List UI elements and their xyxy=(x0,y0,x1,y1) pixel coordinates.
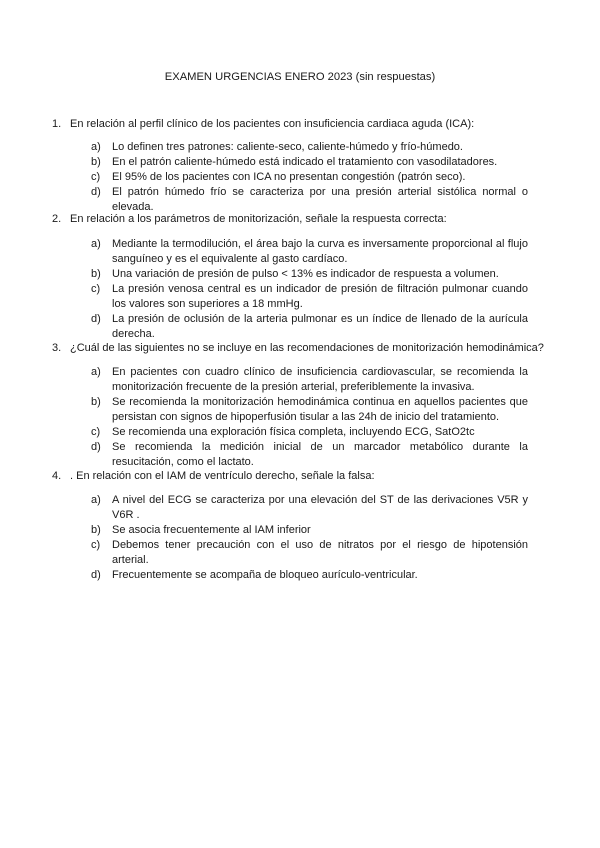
option-text: El 95% de los pacientes con ICA no presentan congestión (patrón seco). xyxy=(112,171,466,183)
option-text: Una variación de presión de pulso < 13% es indicador de respuesta a volumen. xyxy=(112,268,499,280)
option-a xyxy=(91,493,528,523)
option-d xyxy=(91,185,528,215)
question-number: 4. xyxy=(52,470,62,482)
options-list xyxy=(91,237,528,342)
options-list xyxy=(91,365,528,470)
question-text: En relación a los parámetros de monitorización, señale la respuesta correcta: xyxy=(70,213,447,225)
option-text: Frecuentemente se acompaña de bloqueo aurículo-ventricular. xyxy=(112,569,418,581)
option-c xyxy=(91,282,528,312)
option-letter: a) xyxy=(91,494,101,506)
options-list xyxy=(91,140,528,215)
question-text: . En relación con el IAM de ventrículo derecho, señale la falsa: xyxy=(70,470,375,482)
option-d xyxy=(91,568,528,583)
option-letter: a) xyxy=(91,141,101,153)
option-letter: c) xyxy=(91,426,101,438)
option-letter: d) xyxy=(91,186,101,198)
question-text: ¿Cuál de las siguientes no se incluye en las recomendaciones de monitorización hemodinámica? xyxy=(70,342,544,354)
option-text: En pacientes con cuadro clínico de insuficiencia cardiovascular, se recomienda la monitorización frecuente de la presión arterial, preferiblemente la invasiva. xyxy=(112,366,528,393)
option-a xyxy=(91,140,528,155)
option-letter: d) xyxy=(91,569,101,581)
option-text: Debemos tener precaución con el uso de nitratos por el riesgo de hipotensión arterial. xyxy=(112,539,528,566)
option-text: El patrón húmedo frío se caracteriza por una presión arterial sistólica normal o elevada. xyxy=(112,186,528,213)
option-c xyxy=(91,170,528,185)
option-letter: d) xyxy=(91,441,101,453)
option-letter: c) xyxy=(91,539,101,551)
option-letter: d) xyxy=(91,313,101,325)
option-letter: b) xyxy=(91,396,101,408)
document-title: EXAMEN URGENCIAS ENERO 2023 (sin respuestas) xyxy=(164,71,436,83)
option-letter: c) xyxy=(91,283,101,295)
options-list xyxy=(91,493,528,583)
question-number: 3. xyxy=(52,342,62,354)
question-number: 2. xyxy=(52,213,62,225)
option-b xyxy=(91,267,528,282)
option-letter: b) xyxy=(91,156,101,168)
option-letter: a) xyxy=(91,238,101,250)
option-d xyxy=(91,440,528,470)
option-text: Lo definen tres patrones: caliente-seco, caliente-húmedo y frío-húmedo. xyxy=(112,141,463,153)
option-text: Se recomienda la monitorización hemodinámica continua en aquellos pacientes que persistan con signos de hipoperfusión tisular a las 24h de inicio del tratamiento. xyxy=(112,396,528,423)
question-text: En relación al perfil clínico de los pacientes con insuficiencia cardiaca aguda (ICA): xyxy=(70,118,475,130)
option-a xyxy=(91,365,528,395)
option-b xyxy=(91,395,528,425)
option-d xyxy=(91,312,528,342)
option-letter: a) xyxy=(91,366,101,378)
option-text: Se recomienda una exploración física completa, incluyendo ECG, SatO2tc xyxy=(112,426,475,438)
question-number: 1. xyxy=(52,118,62,130)
option-b xyxy=(91,155,528,170)
option-text: Se asocia frecuentemente al IAM inferior xyxy=(112,524,311,536)
option-text: En el patrón caliente-húmedo está indicado el tratamiento con vasodilatadores. xyxy=(112,156,498,168)
option-text: Se recomienda la medición inicial de un marcador metabólico durante la resucitación, como el lactato. xyxy=(112,441,528,468)
option-letter: c) xyxy=(91,171,101,183)
option-c xyxy=(91,425,528,440)
option-letter: b) xyxy=(91,268,101,280)
option-b xyxy=(91,523,528,538)
option-text: La presión venosa central es un indicador de presión de filtración pulmonar cuando los valores son superiores a 18 mmHg. xyxy=(112,283,528,310)
option-letter: b) xyxy=(91,524,101,536)
option-text: La presión de oclusión de la arteria pulmonar es un índice de llenado de la aurícula derecha. xyxy=(112,313,528,340)
option-c xyxy=(91,538,528,568)
option-a xyxy=(91,237,528,267)
option-text: A nivel del ECG se caracteriza por una elevación del ST de las derivaciones V5R y V6R . xyxy=(112,494,528,521)
option-text: Mediante la termodilución, el área bajo la curva es inversamente proporcional al flujo sanguíneo y es el equivalente al gasto cardíaco. xyxy=(112,238,528,265)
